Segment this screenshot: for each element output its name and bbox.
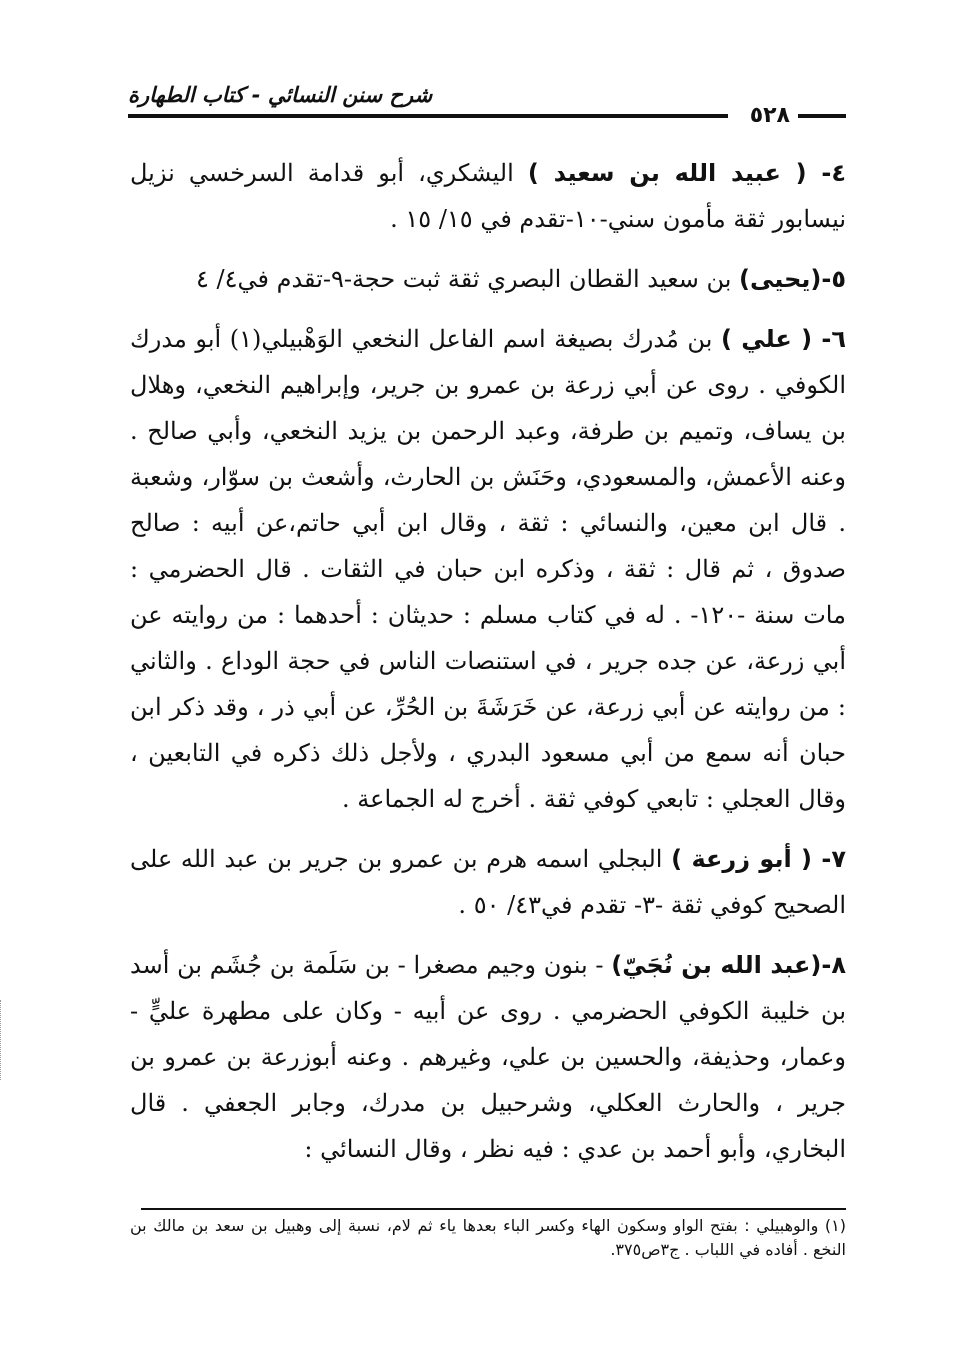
- narrator-name: ٤- ( عبيد الله بن سعيد ): [527, 159, 847, 187]
- narrator-details: - بنون وجيم مصغرا - بن سَلَمة بن جُشَم بن أسد بن خليبة الكوفي الحضرمي . روى عن أبيه - وكان على مطهرة عليٍّ - وعمار، وحذيفة، والحسين بن علي، وغيرهم . وعنه أبوزرعة بن عمرو بن جرير ، والحارث العكلي، وشرحبيل بن مدرك، وجابر الجعفي . قال البخاري، وأبو أحمد بن عدي : فيه نظر ، وقال النسائي :: [130, 951, 846, 1163]
- narrator-details: اليشكري، أبو قدامة السرخسي نزيل نيسابور ثقة مأمون سني-١٠-تقدم في ١٥/ ١٥ .: [130, 159, 846, 233]
- narrator-name: ٨-(عبد الله بن نُجَيّ): [611, 951, 847, 979]
- narrator-entry-6: [130, 316, 846, 822]
- page-number: ٥٢٨: [749, 103, 790, 128]
- body-text: [130, 150, 846, 1186]
- narrator-name: ٧- ( أبو زرعة ): [671, 845, 847, 873]
- running-title: شرح سنن النسائي - كتاب الطهارة: [128, 83, 433, 107]
- footnote-rule: [141, 1208, 846, 1210]
- header-rule: [128, 114, 728, 118]
- narrator-entry-8: [130, 942, 846, 1172]
- narrator-name: ٦- ( علي ): [721, 325, 847, 353]
- header-rule-short: [798, 114, 846, 118]
- narrator-entry-7: [130, 836, 846, 928]
- narrator-name: ٥-(يحيى): [739, 265, 846, 293]
- narrator-entry-5: [130, 256, 846, 302]
- page-header: [128, 80, 846, 128]
- margin-mark: [0, 1000, 15, 1080]
- narrator-entry-4: [130, 150, 846, 242]
- footnote: (١) والوهبيلي : بفتح الواو وسكون الهاء وكسر الباء بعدها ياء ثم لام، نسبة إلى وهبيل بن سعد بن مالك بن النخع . أفاده في اللباب . ج٣ص٣٧٥.: [130, 1216, 846, 1259]
- narrator-details: البجلي اسمه هرم بن عمرو بن جرير بن عبد الله على الصحيح كوفي ثقة -٣- تقدم في٤٣/ ٥٠ .: [130, 845, 846, 919]
- narrator-details: بن سعيد القطان البصري ثقة ثبت حجة-٩-تقدم في٤/ ٤: [195, 265, 740, 293]
- narrator-details: بن مُدرك بصيغة اسم الفاعل النخعي الوَهْبيلي(١) أبو مدرك الكوفي . روى عن أبي زرعة بن عمرو بن جرير، وإبراهيم النخعي، وهلال بن يساف، وتميم بن طرفة، وعبد الرحمن بن يزيد النخعي، وأبي صالح . وعنه الأعمش، والمسعودي، وحَنَش بن الحارث، وأشعث بن سوّار، وشعبة . قال ابن معين، والنسائي : ثقة ، وقال ابن أبي حاتم،عن أبيه : صالح صدوق ، ثم قال : ثقة ، وذكره ابن حبان في الثقات . قال الحضرمي : مات سنة -١٢٠- . له في كتاب مسلم : حديثان : أحدهما : من روايته عن أبي زرعة، عن جده جرير ، في استنصات الناس في حجة الوداع . والثاني : من روايته عن أبي زرعة، عن خَرَشَةَ بن الحُرِّ، عن أبي ذر ، وقد ذكر ابن حبان أنه سمع من أبي مسعود البدري ، ولأجل ذلك ذكره في التابعين ، وقال العجلي : تابعي كوفي ثقة . أخرج له الجماعة .: [130, 325, 846, 813]
